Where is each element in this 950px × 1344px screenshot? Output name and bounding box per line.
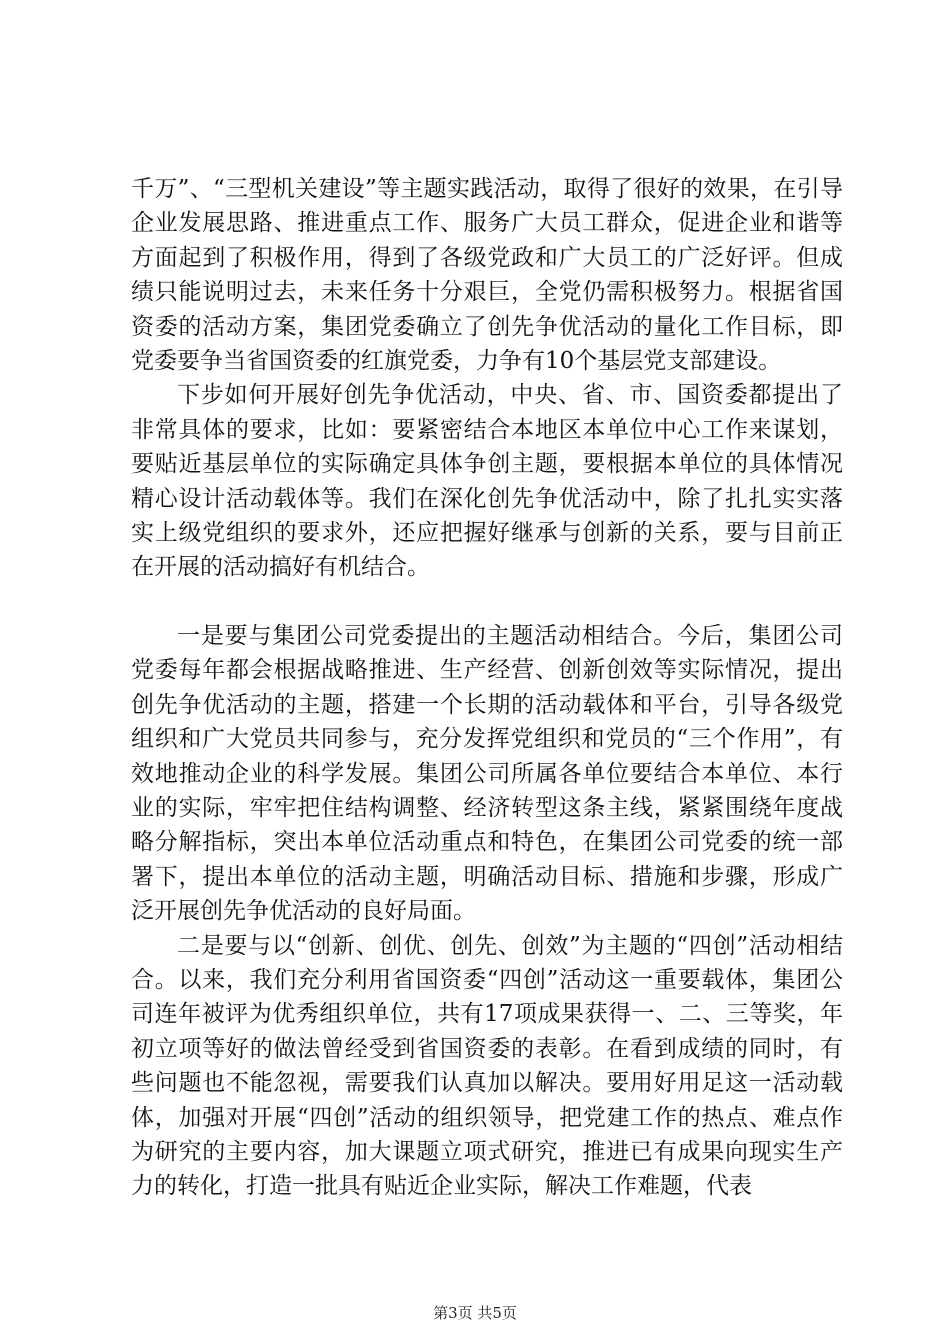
paragraph-point-one: 一是要与集团公司党委提出的主题活动相结合。今后，集团公司党委每年都会根据战略推进、生产经营、创新创效等实际情况，提出创先争优活动的主题，搭建一个长期的活动载体和平台，引导各级党组织和广大党员共同参与，充分发挥党组织和党员的“三个作用”，有效地推动企业的科学发展。集团公司所属各单位要结合本单位、本行业的实际，牢牢把住结构调整、经济转型这条主线，紧紧围绕年度战略分解指标，突出本单位活动重点和特色，在集团公司党委的统一部署下，提出本单位的活动主题，明确活动目标、措施和步骤，形成广泛开展创先争优活动的良好局面。	[131, 622, 843, 925]
paragraph-point-two: 二是要与以“创新、创优、创先、创效”为主题的“四创”活动相结合。以来，我们充分利用省国资委“四创”活动这一重要载体，集团公司连年被评为优秀组织单位，共有17项成果获得一、二、三等奖，年初立项等好的做法曾经受到省国资委的表彰。在看到成绩的同时，有些问题也不能忽视，需要我们认真加以解决。要用好用足这一活动载体，加强对开展“四创”活动的组织领导，把党建工作的热点、难点作为研究的主要内容，加大课题立项式研究，推进已有成果向现实生产力的转化，打造一批具有贴近企业实际，解决工作难题，代表	[131, 932, 843, 1200]
paragraph-gap	[131, 585, 843, 619]
document-body	[131, 172, 843, 1204]
paragraph-continuation: 千万”、“三型机关建设”等主题实践活动，取得了很好的效果，在引导企业发展思路、推进重点工作、服务广大员工群众，促进企业和谐等方面起到了积极作用，得到了各级党政和广大员工的广泛好评。但成绩只能说明过去，未来任务十分艰巨，全党仍需积极努力。根据省国资委的活动方案，集团党委确立了创先争优活动的量化工作目标，即党委要争当省国资委的红旗党委，力争有10个基层党支部建设。	[131, 176, 843, 375]
paragraph-next-steps: 下步如何开展好创先争优活动，中央、省、市、国资委都提出了非常具体的要求，比如：要紧密结合本地区本单位中心工作来谋划，要贴近基层单位的实际确定具体争创主题，要根据本单位的具体情况精心设计活动载体等。我们在深化创先争优活动中，除了扎扎实实落实上级党组织的要求外，还应把握好继承与创新的关系，要与目前正在开展的活动搞好有机结合。	[131, 382, 843, 581]
page-number-footer: 第3页 共5页	[433, 1304, 517, 1322]
